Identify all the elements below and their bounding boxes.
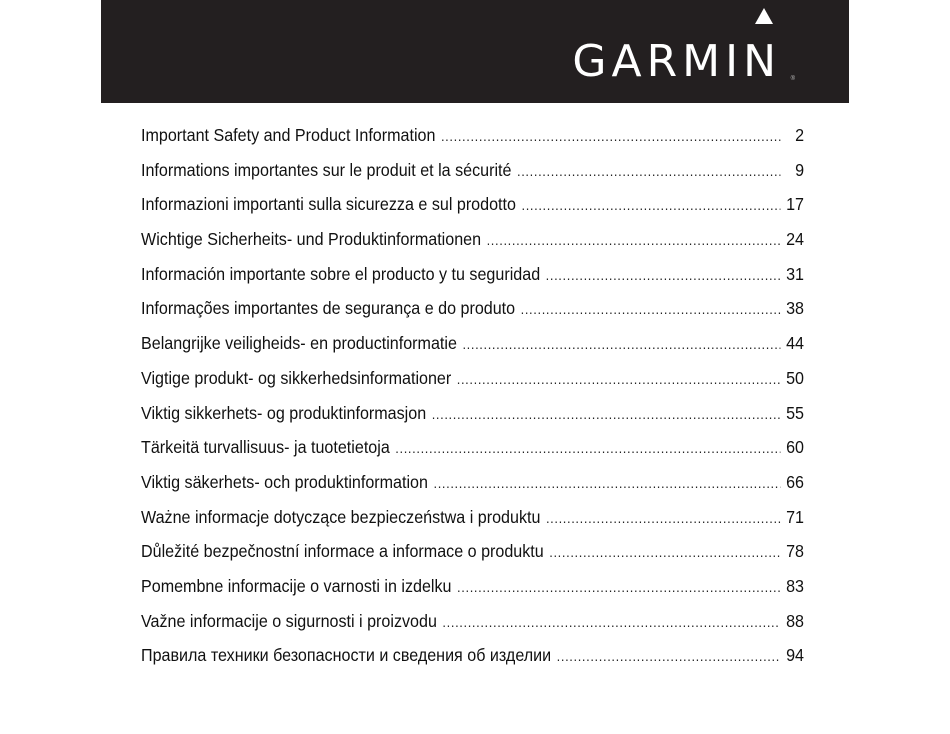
toc-entry-swedish[interactable] [141,465,804,500]
toc-entry-title: Důležité bezpečnostní informace a informace o produktu [141,541,544,562]
toc-entry-english[interactable] [141,118,804,153]
toc-entry-page: 55 [786,402,805,423]
table-of-contents [141,118,804,673]
dot-leader [521,188,780,223]
dot-leader [441,119,780,154]
toc-entry-czech[interactable] [141,534,804,569]
toc-entry-polish[interactable] [141,500,804,535]
toc-entry-title: Belangrijke veiligheids- en productinformatie [141,333,457,354]
toc-entry-slovenian[interactable] [141,569,804,604]
toc-entry-page: 78 [786,541,805,562]
toc-entry-title: Informações importantes de segurança e do produto [141,298,516,319]
dot-leader [487,223,781,258]
dot-leader [432,397,780,432]
toc-entry-page: 38 [786,298,805,319]
dot-leader [395,431,780,466]
toc-entry-norwegian[interactable] [141,396,804,431]
toc-entry-title: Viktig säkerhets- och produktinformation [141,471,428,492]
toc-entry-title: Правила техники безопасности и сведения об изделии [141,645,552,666]
toc-entry-dutch[interactable] [141,326,804,361]
toc-entry-title: Pomembne informacije o varnosti in izdelku [141,575,452,596]
garmin-logo [572,36,795,87]
dot-leader [462,327,780,362]
toc-entry-page: 9 [795,159,805,180]
dot-leader [457,570,780,605]
garmin-delta-icon [755,8,773,24]
toc-entry-spanish[interactable] [141,257,804,292]
toc-entry-page: 60 [786,437,805,458]
toc-entry-title: Ważne informacje dotyczące bezpieczeństwa i produktu [141,506,541,527]
toc-entry-title: Informazioni importanti sulla sicurezza e sul prodotto [141,194,516,215]
dot-leader [557,639,780,674]
toc-entry-german[interactable] [141,222,804,257]
toc-entry-croatian[interactable] [141,604,804,639]
toc-entry-title: Viktig sikkerhets- og produktinformasjon [141,402,427,423]
toc-entry-page: 88 [786,610,805,631]
toc-entry-french[interactable] [141,153,804,188]
brand-wordmark: GARMIN [572,36,781,87]
toc-entry-page: 24 [786,229,805,250]
toc-entry-page: 50 [786,367,805,388]
dot-leader [442,605,780,640]
toc-entry-page: 83 [786,575,805,596]
dot-leader [546,258,780,293]
toc-entry-page: 66 [786,471,805,492]
toc-entry-italian[interactable] [141,187,804,222]
dot-leader [517,154,780,189]
registered-mark: ® [790,76,795,82]
toc-entry-title: Important Safety and Product Information [141,125,436,145]
toc-entry-page: 71 [786,506,805,527]
toc-entry-title: Vigtige produkt- og sikkerhedsinformationer [141,367,452,388]
toc-entry-page: 31 [786,263,805,284]
dot-leader [457,362,780,397]
toc-entry-finnish[interactable] [141,430,804,465]
toc-entry-portuguese[interactable] [141,291,804,326]
toc-entry-title: Información importante sobre el producto y tu seguridad [141,263,541,284]
toc-entry-page: 94 [786,645,805,666]
toc-entry-title: Informations importantes sur le produit et la sécurité [141,159,512,180]
toc-entry-page: 44 [786,333,805,354]
toc-entry-danish[interactable] [141,361,804,396]
dot-leader [521,292,780,327]
dot-leader [433,466,780,501]
header-bar [101,0,849,103]
dot-leader [546,501,780,536]
toc-entry-title: Važne informacije o sigurnosti i proizvodu [141,610,437,631]
toc-entry-title: Wichtige Sicherheits- und Produktinformationen [141,229,482,250]
toc-entry-page: 17 [786,194,805,215]
toc-entry-russian[interactable] [141,638,804,673]
toc-entry-title: Tärkeitä turvallisuus- ja tuotetietoja [141,437,390,458]
toc-entry-page: 2 [795,125,805,145]
dot-leader [549,535,780,570]
